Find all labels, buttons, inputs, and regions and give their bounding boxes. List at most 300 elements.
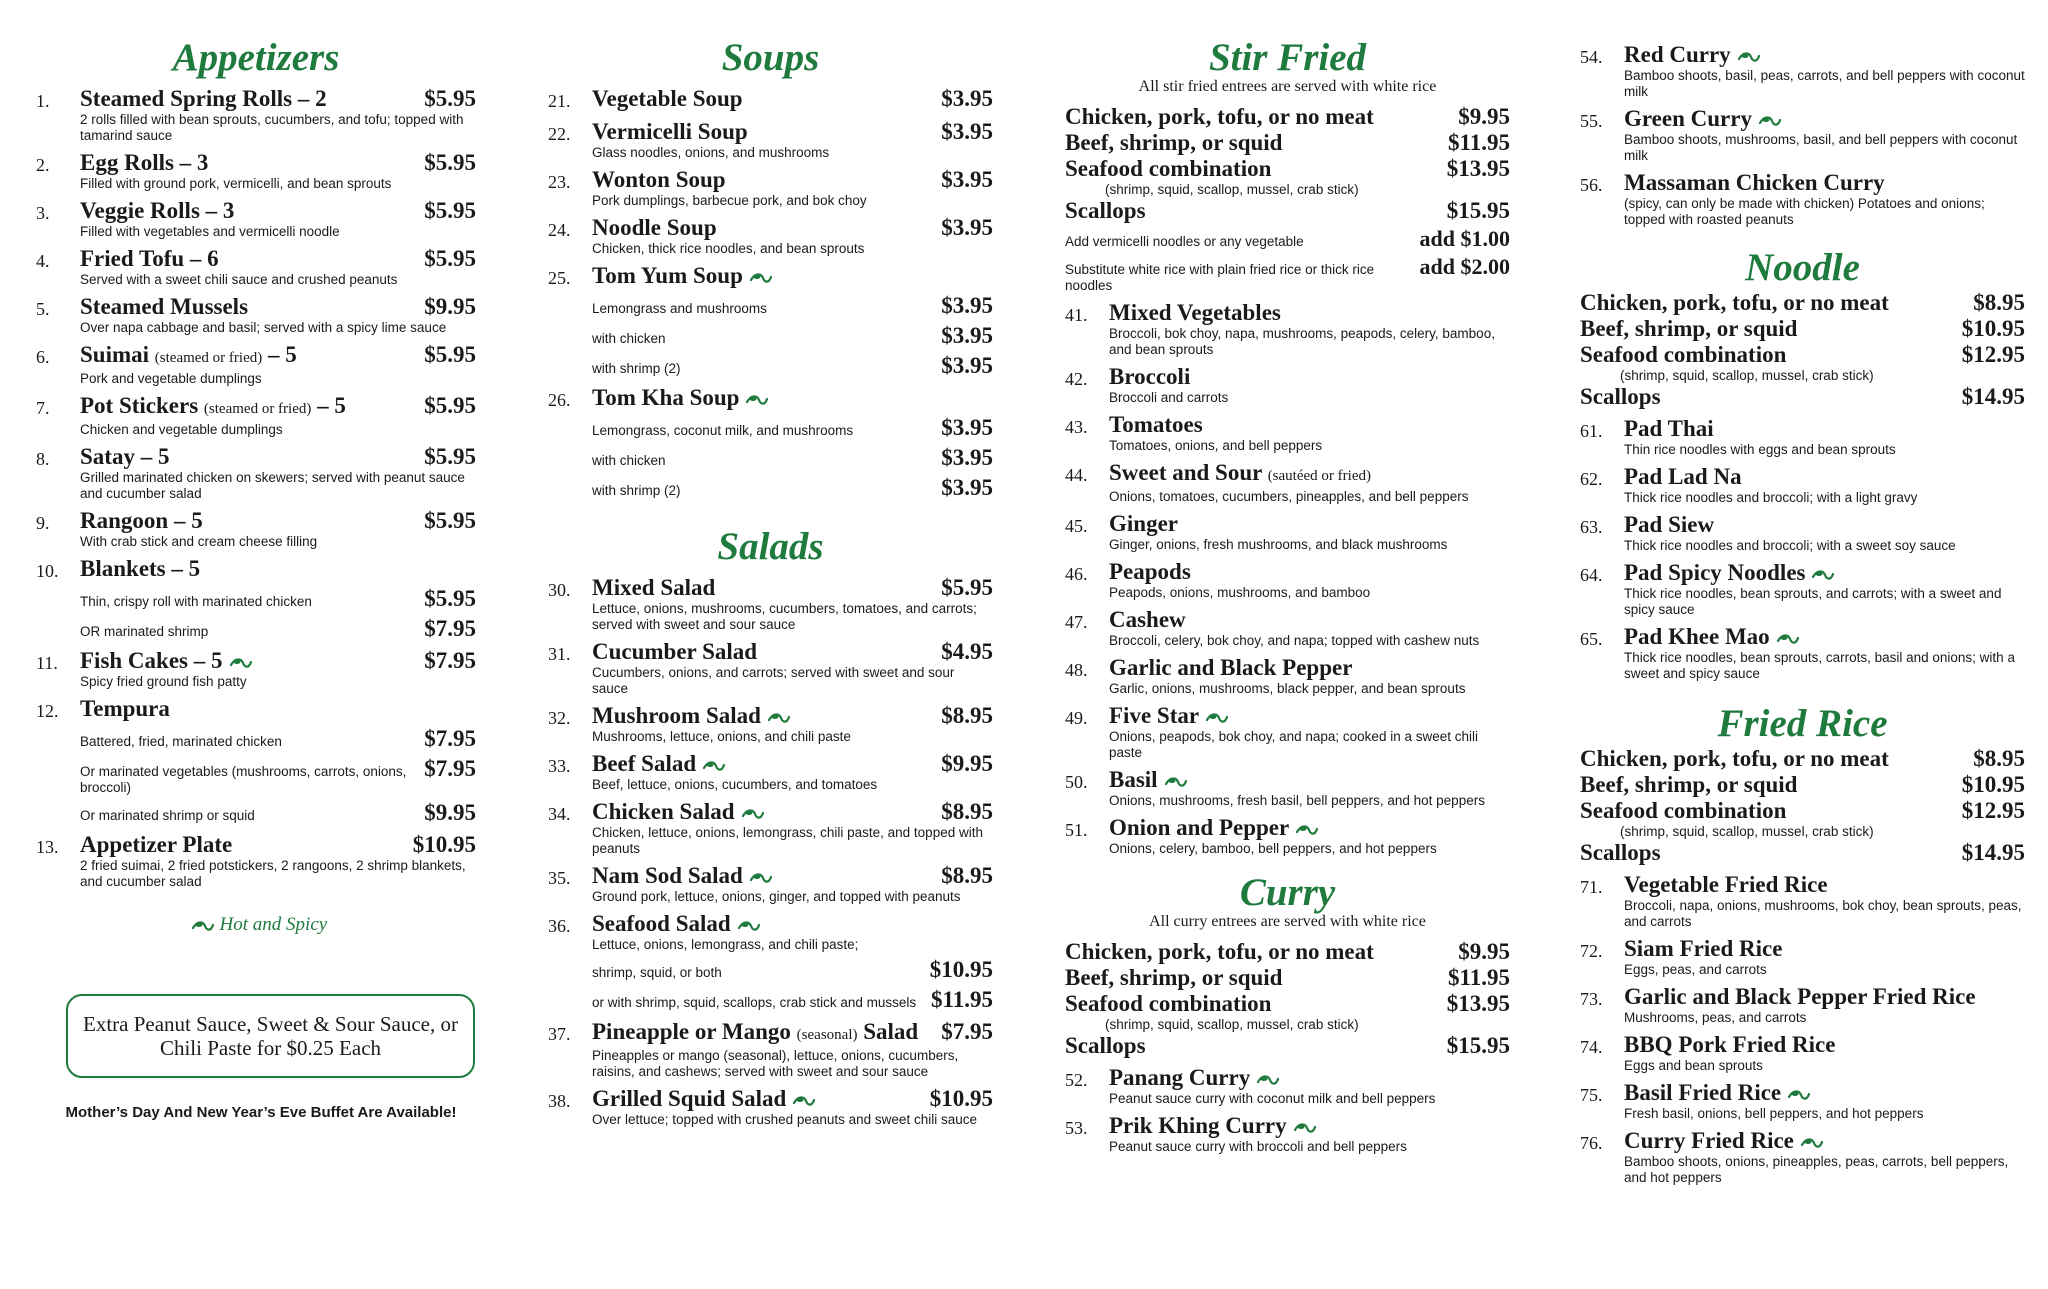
menu-item [548, 751, 993, 793]
item-option [592, 323, 993, 349]
item-name-text: Steamed Mussels [80, 294, 249, 319]
item-option [80, 616, 476, 642]
chili-leaf-icon [1811, 568, 1835, 582]
menu-item [548, 911, 993, 1013]
item-body [80, 86, 476, 144]
option-price: $3.95 [941, 445, 993, 470]
item-name-text: Onion and Pepper [1109, 815, 1290, 840]
item-header [592, 703, 993, 729]
option-label: with chicken [592, 331, 666, 346]
item-header [592, 1019, 993, 1048]
protein-label: Scallops [1065, 198, 1146, 223]
item-body [1624, 416, 2025, 458]
item-name-text: Fried Tofu – 6 [80, 246, 219, 271]
item-number: 52. [1065, 1070, 1088, 1090]
item-description: Over napa cabbage and basil; served with a spicy lime sauce [80, 320, 447, 335]
item-body [1624, 872, 2025, 930]
menu-item [36, 444, 476, 502]
item-header [1109, 559, 1510, 585]
protein-price-row [1065, 130, 1510, 156]
item-header [592, 863, 993, 889]
item-number: 31. [548, 644, 571, 664]
stirfried-list [1065, 300, 1510, 857]
option-price: $3.95 [941, 293, 993, 318]
section-title-stirfried: Stir Fried [1208, 36, 1367, 79]
item-body [1624, 170, 2025, 228]
item-name-text: Rangoon – 5 [80, 508, 203, 533]
curry-list-a [1065, 1065, 1510, 1155]
menu-item [1580, 106, 2025, 164]
item-description: Thick rice noodles and broccoli; with a sweet soy sauce [1624, 538, 1956, 553]
item-body [80, 246, 476, 288]
item-header [592, 167, 993, 193]
item-name-text: Pad Khee Mao [1624, 624, 1770, 649]
item-body [80, 294, 476, 336]
item-number: 30. [548, 580, 571, 600]
item-name [592, 703, 791, 729]
item-header [592, 385, 993, 411]
menu-item [1065, 1113, 1510, 1155]
item-number: 64. [1580, 565, 1603, 585]
item-price: $5.95 [424, 150, 476, 175]
menu-item [548, 799, 993, 857]
protein-price: $14.95 [1961, 384, 2025, 409]
protein-price-row [1065, 156, 1510, 182]
item-name-text: Panang Curry [1109, 1065, 1251, 1090]
item-name-text: Blankets – 5 [80, 556, 201, 581]
item-body [1109, 1113, 1510, 1155]
item-description: Garlic, onions, mushrooms, black pepper, and bean sprouts [1109, 681, 1466, 696]
item-description: Fresh basil, onions, bell peppers, and hot peppers [1624, 1106, 1924, 1121]
option-price: $3.95 [941, 415, 993, 440]
option-price: $9.95 [424, 800, 476, 825]
item-description: Beef, lettuce, onions, cucumbers, and tomatoes [592, 777, 878, 792]
item-number: 38. [548, 1091, 571, 1111]
item-description: Thin rice noodles with eggs and bean sprouts [1624, 442, 1896, 457]
menu-item [1065, 300, 1510, 358]
item-header [1109, 655, 1510, 681]
item-name-text: Tom Kha Soup [592, 385, 740, 410]
item-header [1624, 106, 2025, 132]
item-header [592, 215, 993, 241]
item-name-text: Sweet and Sour [1109, 460, 1262, 485]
menu-item [1580, 936, 2025, 978]
item-name-text: Massaman Chicken Curry [1624, 170, 1885, 195]
option-price: $7.95 [424, 616, 476, 641]
item-name [592, 799, 765, 825]
item-header [80, 832, 476, 858]
addon-label: Add vermicelli noodles or any vegetable [1065, 234, 1304, 249]
item-description: Chicken and vegetable dumplings [80, 422, 283, 437]
protein-price: $8.95 [1973, 746, 2025, 771]
item-name [1624, 512, 1714, 538]
menu-item [1065, 767, 1510, 809]
item-name-text: Appetizer Plate [80, 832, 233, 857]
item-description: Peanut sauce curry with broccoli and bell peppers [1109, 1139, 1407, 1154]
option-label: or with shrimp, squid, scallops, crab stick and mussels [592, 995, 917, 1010]
menu-item [548, 263, 993, 379]
menu-item [1065, 607, 1510, 649]
menu-item [1580, 984, 2025, 1026]
column-curry-noodle-rice [1580, 36, 2025, 1186]
item-body [1624, 512, 2025, 554]
protein-price-row [1580, 798, 2025, 824]
protein-price: $9.95 [1458, 939, 1510, 964]
item-price: $5.95 [424, 86, 476, 111]
item-price: $9.95 [941, 751, 993, 776]
item-description: Mushrooms, lettuce, onions, and chili paste [592, 729, 851, 744]
addon-price: add $2.00 [1419, 254, 1510, 279]
option-price: $7.95 [424, 726, 476, 751]
item-description: Onions, celery, bamboo, bell peppers, and hot peppers [1109, 841, 1437, 856]
chili-leaf-icon [1758, 114, 1782, 128]
item-body [1109, 607, 1510, 649]
item-body [80, 832, 476, 890]
option-label: with shrimp (2) [592, 361, 681, 376]
item-number: 49. [1065, 708, 1088, 728]
item-number: 56. [1580, 175, 1603, 195]
menu-item [36, 832, 476, 890]
protein-label: Seafood combination [1580, 342, 1787, 367]
item-name [1109, 1113, 1317, 1139]
item-header [80, 393, 476, 422]
item-body [592, 639, 993, 697]
item-number: 23. [548, 172, 571, 192]
item-note: (sautéed or fried) [1267, 468, 1371, 484]
item-description: Mushrooms, peas, and carrots [1624, 1010, 1807, 1025]
item-name-text: Vegetable Fried Rice [1624, 872, 1828, 897]
item-name [592, 911, 761, 937]
option-label: with chicken [592, 453, 666, 468]
item-price: $8.95 [941, 703, 993, 728]
menu-item [548, 639, 993, 697]
item-name [1109, 1065, 1280, 1091]
item-name-text: Vermicelli Soup [592, 119, 748, 144]
item-name [80, 294, 248, 320]
item-name-text: Curry Fried Rice [1624, 1128, 1794, 1153]
item-description: With crab stick and cream cheese filling [80, 534, 318, 549]
protein-price: $13.95 [1446, 156, 1510, 181]
item-number: 1. [36, 91, 50, 111]
protein-price-row [1065, 965, 1510, 991]
protein-price-row [1065, 1033, 1510, 1059]
item-body [80, 508, 476, 550]
menu-item [1580, 560, 2025, 618]
chili-leaf-icon [1295, 823, 1319, 837]
item-price: $5.95 [424, 198, 476, 223]
item-header [1109, 703, 1510, 729]
item-number: 44. [1065, 465, 1088, 485]
menu-item [36, 294, 476, 336]
protein-price: $9.95 [1458, 104, 1510, 129]
menu-item [1580, 42, 2025, 100]
protein-price: $8.95 [1973, 290, 2025, 315]
item-header [592, 751, 993, 777]
item-header [1624, 560, 2025, 586]
protein-price-row [1580, 840, 2025, 866]
item-description: Broccoli, bok choy, napa, mushrooms, peapods, celery, bamboo, and bean sprouts [1109, 326, 1495, 357]
protein-price-row [1580, 316, 2025, 342]
item-name [1109, 460, 1371, 489]
appetizers-list [36, 86, 476, 890]
item-body [592, 119, 993, 161]
item-name [1109, 655, 1352, 681]
option-label: OR marinated shrimp [80, 624, 209, 639]
item-header [1109, 364, 1510, 390]
item-name-text: Suimai [80, 342, 150, 367]
section-title-soups: Soups [721, 36, 820, 79]
menu-item [36, 508, 476, 550]
item-body [592, 799, 993, 857]
item-name [1109, 703, 1229, 729]
item-name-text: Garlic and Black Pepper [1109, 655, 1353, 680]
option-price: $10.95 [929, 957, 993, 982]
item-price: $5.95 [424, 444, 476, 469]
addon-price: add $1.00 [1419, 226, 1510, 251]
item-name [1109, 300, 1281, 326]
protein-price-row [1065, 939, 1510, 965]
curry-list-b [1580, 42, 2025, 228]
item-header [592, 263, 993, 289]
item-name-text: Garlic and Black Pepper Fried Rice [1624, 984, 1976, 1009]
item-name [1624, 984, 1976, 1010]
item-description: Spicy fried ground fish patty [80, 674, 247, 689]
item-name [592, 263, 773, 289]
item-number: 74. [1580, 1037, 1603, 1057]
item-name-text: Pad Thai [1624, 416, 1714, 441]
item-header [592, 86, 993, 112]
item-header [1624, 1032, 2025, 1058]
item-description: Eggs and bean sprouts [1624, 1058, 1763, 1073]
option-price: $3.95 [941, 323, 993, 348]
item-number: 62. [1580, 469, 1603, 489]
item-number: 42. [1065, 369, 1088, 389]
item-header [80, 696, 476, 722]
item-header [1624, 512, 2025, 538]
item-body [592, 167, 993, 209]
chili-leaf-icon [745, 393, 769, 407]
item-description: Pork dumplings, barbecue pork, and bok choy [592, 193, 867, 208]
item-name-text: Veggie Rolls – 3 [80, 198, 235, 223]
menu-item [1065, 703, 1510, 761]
item-body [1109, 767, 1510, 809]
section-title-friedrice: Fried Rice [1717, 702, 1888, 745]
item-name [80, 342, 297, 371]
item-body [80, 648, 476, 690]
chili-leaf-icon [749, 271, 773, 285]
chili-leaf-icon [792, 1094, 816, 1108]
menu-item [1580, 1032, 2025, 1074]
protein-price-row [1580, 290, 2025, 316]
menu-item [1065, 815, 1510, 857]
item-number: 24. [548, 220, 571, 240]
item-header [80, 508, 476, 534]
stirfried-subtitle: All stir fried entrees are served with white rice [1138, 78, 1437, 95]
item-name [1109, 511, 1178, 537]
item-name-text: Peapods [1109, 559, 1191, 584]
chili-leaf-icon [191, 919, 215, 933]
menu-item [1065, 364, 1510, 406]
chili-leaf-icon [1787, 1088, 1811, 1102]
protein-label: Chicken, pork, tofu, or no meat [1580, 290, 1889, 315]
curry-prices [1065, 939, 1510, 1059]
item-description: Lettuce, onions, lemongrass, and chili paste; [592, 937, 859, 952]
item-name-text: Pad Siew [1624, 512, 1715, 537]
item-name [592, 575, 715, 601]
item-name-text: Pot Stickers [80, 393, 199, 418]
item-description: Peapods, onions, mushrooms, and bamboo [1109, 585, 1371, 600]
menu-item [548, 385, 993, 501]
item-name-text: Five Star [1109, 703, 1200, 728]
item-number: 53. [1065, 1118, 1088, 1138]
option-price: $7.95 [424, 756, 476, 781]
item-name [1624, 936, 1782, 962]
item-header [1109, 1065, 1510, 1091]
item-number: 4. [36, 251, 50, 271]
section-title-appetizers: Appetizers [172, 36, 340, 79]
item-option [80, 726, 476, 752]
protein-price-row [1065, 198, 1510, 224]
item-number: 50. [1065, 772, 1088, 792]
item-description: 2 fried suimai, 2 fried potstickers, 2 rangoons, 2 shrimp blankets, and cucumber salad [80, 858, 466, 889]
item-option [592, 445, 993, 471]
item-name-text: Broccoli [1109, 364, 1191, 389]
item-note: (steamed or fried) [203, 401, 312, 417]
item-name [1624, 464, 1742, 490]
addon-row [1065, 254, 1510, 294]
menu-item [36, 696, 476, 826]
item-body [592, 863, 993, 905]
item-header [1109, 767, 1510, 793]
protein-label: Beef, shrimp, or squid [1065, 965, 1283, 990]
protein-label: Seafood combination [1065, 991, 1272, 1016]
column-appetizers [36, 36, 476, 1121]
item-name [1624, 106, 1782, 132]
item-number: 73. [1580, 989, 1603, 1009]
section-title-salads: Salads [717, 525, 824, 568]
item-name-text: Cashew [1109, 607, 1186, 632]
chili-leaf-icon [1776, 632, 1800, 646]
item-name-text: BBQ Pork Fried Rice [1624, 1032, 1836, 1057]
item-description: Thick rice noodles, bean sprouts, and carrots; with a sweet and spicy sauce [1624, 586, 2002, 617]
menu-item [1065, 412, 1510, 454]
item-body [1624, 984, 2025, 1026]
protein-label: Chicken, pork, tofu, or no meat [1580, 746, 1889, 771]
item-number: 10. [36, 561, 59, 581]
item-body [1109, 1065, 1510, 1107]
chili-leaf-icon [1800, 1136, 1824, 1150]
item-name [1109, 412, 1203, 438]
item-header [592, 639, 993, 665]
menu-item [1580, 170, 2025, 228]
item-body [592, 385, 993, 501]
menu-item [548, 167, 993, 209]
protein-label: Chicken, pork, tofu, or no meat [1065, 104, 1374, 129]
item-name [1624, 1080, 1811, 1106]
option-label: Or marinated shrimp or squid [80, 808, 255, 823]
item-header [1109, 460, 1510, 489]
item-description: Glass noodles, onions, and mushrooms [592, 145, 830, 160]
option-price: $5.95 [424, 586, 476, 611]
item-header [1624, 42, 2025, 68]
item-body [1109, 511, 1510, 553]
friedrice-prices [1580, 746, 2025, 866]
item-number: 65. [1580, 629, 1603, 649]
item-option [80, 800, 476, 826]
chili-leaf-icon [741, 807, 765, 821]
chili-leaf-icon [749, 871, 773, 885]
item-number: 5. [36, 299, 50, 319]
menu-item [1065, 559, 1510, 601]
item-description: Pork and vegetable dumplings [80, 371, 262, 386]
item-body [1109, 412, 1510, 454]
stirfried-prices [1065, 104, 1510, 224]
item-description: Broccoli, celery, bok choy, and napa; topped with cashew nuts [1109, 633, 1480, 648]
chili-leaf-icon [1164, 775, 1188, 789]
menu-item [548, 575, 993, 633]
item-header [592, 575, 993, 601]
item-number: 7. [36, 398, 50, 418]
item-price: $10.95 [412, 832, 476, 857]
protein-price: $15.95 [1446, 198, 1510, 223]
item-price: $5.95 [424, 246, 476, 271]
item-number: 45. [1065, 516, 1088, 536]
item-name-text: Mixed Salad [592, 575, 716, 600]
protein-label: Scallops [1580, 840, 1661, 865]
item-number: 32. [548, 708, 571, 728]
item-body [592, 86, 993, 113]
item-name-text: Green Curry [1624, 106, 1752, 131]
protein-label: Scallops [1580, 384, 1661, 409]
item-price: $8.95 [941, 799, 993, 824]
item-name-text: Pad Spicy Noodles [1624, 560, 1806, 585]
protein-note: (shrimp, squid, scallop, mussel, crab stick) [1105, 1017, 1359, 1032]
noodle-list [1580, 416, 2025, 682]
item-name [80, 246, 219, 272]
item-price: $3.95 [941, 215, 993, 240]
column-soups-salads [548, 36, 993, 1128]
item-header [1624, 1128, 2025, 1154]
item-name [592, 751, 726, 777]
item-header [1109, 412, 1510, 438]
item-number: 61. [1580, 421, 1603, 441]
item-name [592, 86, 743, 112]
menu-item [1580, 624, 2025, 682]
item-number: 63. [1580, 517, 1603, 537]
menu-item [1580, 1128, 2025, 1186]
item-header [1624, 464, 2025, 490]
chili-leaf-icon [1737, 50, 1761, 64]
menu-item [548, 86, 993, 113]
option-label: with shrimp (2) [592, 483, 681, 498]
item-header [1109, 607, 1510, 633]
menu-item [36, 246, 476, 288]
protein-price-row [1580, 772, 2025, 798]
item-name-text: Basil Fried Rice [1624, 1080, 1782, 1105]
protein-price: $15.95 [1446, 1033, 1510, 1058]
item-name [1109, 767, 1188, 793]
item-name [80, 556, 200, 582]
item-name-text: Siam Fried Rice [1624, 936, 1783, 961]
item-body [1624, 936, 2025, 978]
item-body [1109, 815, 1510, 857]
item-option [80, 756, 476, 796]
item-body [1624, 42, 2025, 100]
item-body [1624, 560, 2025, 618]
item-body [1109, 655, 1510, 697]
friedrice-list [1580, 872, 2025, 1186]
item-header [80, 198, 476, 224]
